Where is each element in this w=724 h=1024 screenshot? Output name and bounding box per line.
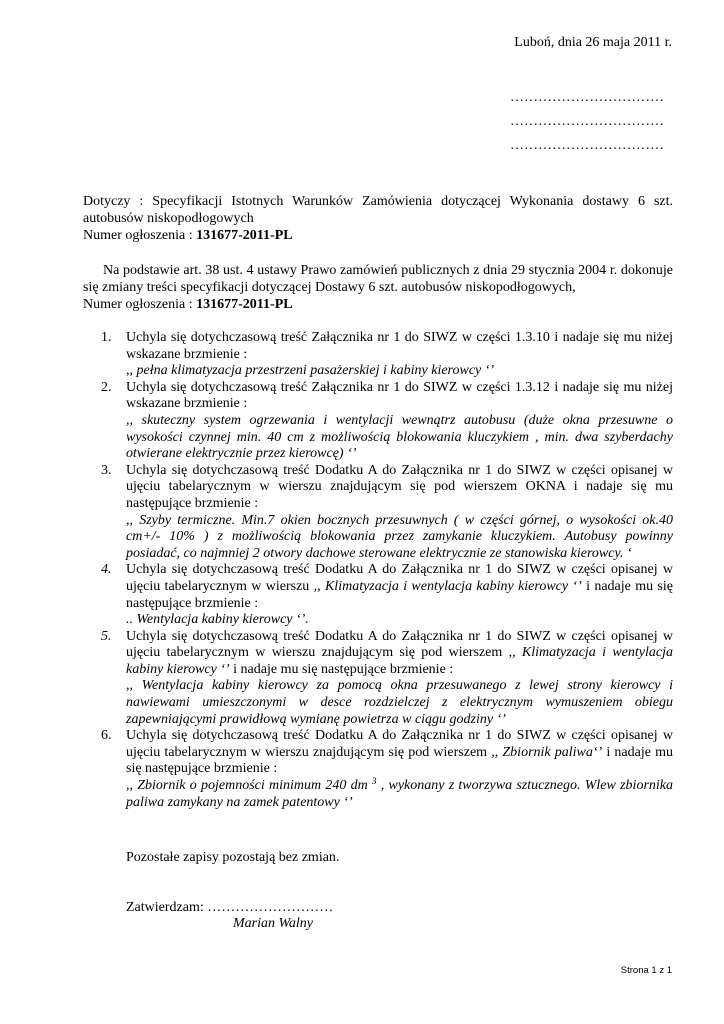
item-number: 1. bbox=[101, 330, 112, 345]
item-body-quoted-row: ,, Klimatyzacja i wentylacja kabiny kierowcy ‘’ bbox=[313, 578, 582, 594]
list-item bbox=[101, 562, 673, 628]
subject-text: Dotyczy : Specyfikacji Istotnych Warunków Zamówienia dotyczącej Wykonania dostawy 6 szt. autobusów niskopodłogowych bbox=[83, 194, 673, 226]
dotted-line: …………………………… bbox=[510, 114, 664, 129]
signer-name: Marian Walny bbox=[233, 916, 313, 931]
intro-number-value: 131677-2011-PL bbox=[196, 297, 293, 312]
item-number: 5. bbox=[101, 628, 112, 644]
dotted-line: …………………………… bbox=[510, 90, 664, 105]
list-item bbox=[101, 463, 673, 563]
item-body-quoted-row: ,, Zbiornik paliwa‘’ bbox=[491, 744, 603, 760]
item-quote: ,, Szyby termiczne. Min.7 okien bocznych przesuwnych ( w części górnej, o wysokości ok.40 cm+/- 10% ) z możliwością blokowania przez zamykanie kluczykiem. Autobusy powinny posiadać, co najmniej 2 otwory dachowe sterowane elektrycznie ze stanowiska kierowcy. ‘ bbox=[126, 512, 673, 561]
amendments-list bbox=[101, 330, 673, 811]
item-body bbox=[126, 562, 673, 612]
item-number: 3. bbox=[101, 462, 112, 478]
item-body: Uchyla się dotychczasową treść Załącznika nr 1 do SIWZ w części 1.3.10 i nadaje się mu niżej wskazane brzmienie : bbox=[126, 330, 673, 362]
item-body-text: Uchyla się dotychczasową treść Dodatku A do Załącznika nr 1 do SIWZ w części opisanej w ujęciu tabelarycznym w wierszu znajdującym się pod wierszem bbox=[126, 728, 673, 760]
item-quote bbox=[126, 778, 673, 811]
item-quote: ,, pełna klimatyzacja przestrzeni pasażerskiej i kabiny kierowcy ‘’ bbox=[126, 363, 495, 379]
addressee-placeholder bbox=[510, 86, 664, 158]
list-item bbox=[101, 629, 673, 729]
item-body bbox=[126, 728, 673, 778]
intro-announcement-number bbox=[83, 296, 673, 313]
item-number: 6. bbox=[101, 728, 112, 744]
item-quote: ,, skuteczny system ogrzewania i wentylacji wewnątrz autobusu (duże okna przesuwne o wysokości czynnej min. 40 cm z możliwością blokowania kluczykiem , min. dwa szyberdachy otwierane elektrycznie przez kierowcę) ‘’ bbox=[126, 412, 673, 462]
remaining-provisions-note: Pozostałe zapisy pozostają bez zmian. bbox=[126, 850, 340, 865]
announcement-number bbox=[83, 227, 673, 244]
list-item bbox=[101, 380, 673, 463]
item-body-text-end: i nadaje mu się następujące brzmienie : bbox=[229, 661, 454, 677]
item-quote-text: ,, Zbiornik o pojemności minimum 240 dm bbox=[126, 778, 372, 794]
subject-block bbox=[83, 193, 673, 244]
item-body-quoted-row: ,, Klimatyzacja i wentylacja kabiny kierowcy ‘’ bbox=[126, 645, 673, 677]
list-item bbox=[101, 330, 673, 380]
item-quote: ,, Wentylacja kabiny kierowcy za pomocą okna przesuwanego z lewej strony kierowcy i nawiewami umieszczonymi w desce rozdzielczej z elektrycznym wymuszeniem obiegu zapewniającymi prawidłową wymianę powietrza w ciągu godziny ‘’ bbox=[126, 678, 673, 727]
item-body-text: Uchyla się dotychczasową treść Dodatku A do Załącznika nr 1 do SIWZ w części opisanej w ujęciu tabelarycznym w wierszu znajdującym się pod wierszem bbox=[126, 628, 673, 661]
item-body-text-end: i nadaje mu się następujące brzmienie : bbox=[126, 744, 673, 777]
item-body-text-end: i nadaje mu się następujące brzmienie : bbox=[126, 578, 673, 611]
place-date: Luboń, dnia 26 maja 2011 r. bbox=[514, 35, 672, 50]
intro-paragraph bbox=[83, 262, 673, 313]
item-quote: .. Wentylacja kabiny kierowcy ‘’. bbox=[126, 612, 309, 628]
item-quote-text-end: , wykonany z tworzywa sztucznego. Wlew zbiornika paliwa zamykany na zamek patentowy ‘’ bbox=[126, 778, 674, 810]
item-body bbox=[126, 629, 673, 679]
announcement-number-value: 131677-2011-PL bbox=[196, 228, 293, 243]
item-number: 4. bbox=[101, 562, 112, 578]
item-body-text: Uchyla się dotychczasową treść Dodatku A do Załącznika nr 1 do SIWZ w części opisanej w ujęciu tabelarycznym w wierszu bbox=[126, 562, 673, 594]
approval-line: Zatwierdzam: ……………………… bbox=[126, 900, 334, 915]
item-body: Uchyla się dotychczasową treść Załącznika nr 1 do SIWZ w części 1.3.12 i nadaje się mu niżej wskazane brzmienie : bbox=[126, 379, 673, 412]
item-body: Uchyla się dotychczasową treść Dodatku A do Załącznika nr 1 do SIWZ w części opisanej w ujęciu tabelarycznym w wierszu znajdującym się pod wierszem OKNA i nadaje się mu następujące brzmienie : bbox=[126, 462, 673, 511]
item-number: 2. bbox=[101, 379, 112, 395]
dotted-line: …………………………… bbox=[510, 138, 664, 153]
page-number: Strona 1 z 1 bbox=[620, 965, 672, 976]
intro-number-label: Numer ogłoszenia : bbox=[83, 297, 197, 312]
announcement-number-label: Numer ogłoszenia : bbox=[83, 228, 197, 243]
intro-text: Na podstawie art. 38 ust. 4 ustawy Prawo zamówień publicznych z dnia 29 stycznia 2004 r. dokonuje się zmiany treści specyfikacji dotyczącej Dostawy 6 szt. autobusów niskopodłogowych, bbox=[83, 263, 673, 295]
cubic-superscript: 3 bbox=[371, 776, 377, 787]
list-item bbox=[101, 728, 673, 811]
